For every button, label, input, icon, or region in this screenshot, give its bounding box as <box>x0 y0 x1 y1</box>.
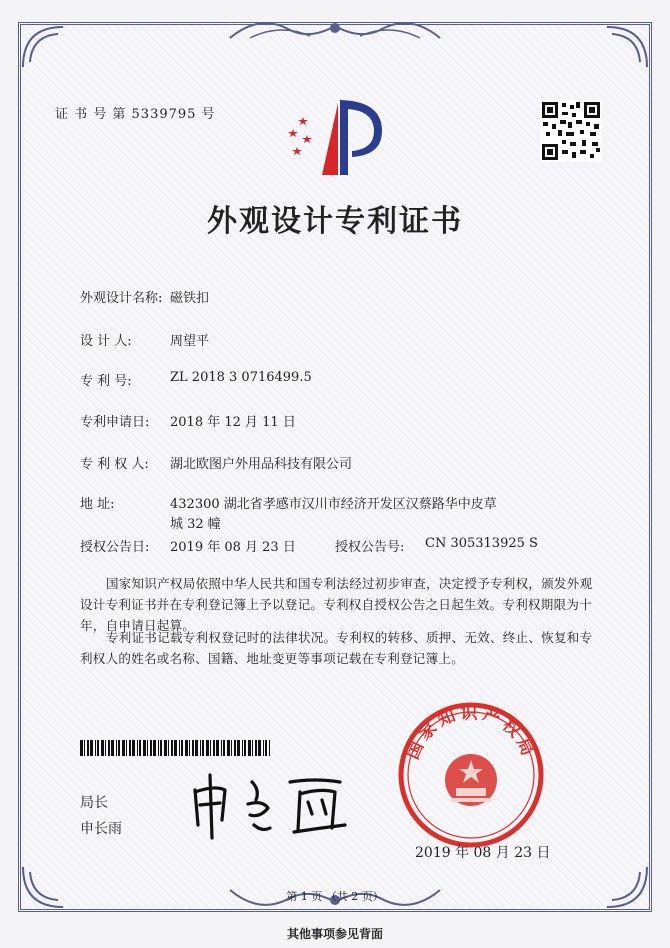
qr-code-icon <box>540 100 602 162</box>
top-ornament <box>220 8 450 48</box>
barcode-bar <box>227 740 230 756</box>
field-label: 授权公告号: <box>335 540 405 555</box>
barcode-bar <box>200 740 201 756</box>
barcode-bar <box>158 740 159 756</box>
field-label: 地 址: <box>80 497 115 512</box>
field-value: 磁铁扣 <box>170 291 210 306</box>
barcode-bar <box>137 740 138 756</box>
barcode-bar <box>216 740 219 756</box>
barcode-bar <box>171 740 173 756</box>
field-value: 2018 年 12 月 11 日 <box>170 415 296 430</box>
barcode-bar <box>118 740 120 756</box>
barcode-bar <box>168 740 169 756</box>
field-value: 周望平 <box>170 334 210 349</box>
field-address-line2 <box>0 513 670 533</box>
field-designer <box>0 330 670 350</box>
statement-paragraph-2: 专利证书记载专利权登记时的法律状况。专利权的转移、质押、无效、终止、恢复和专利权人的姓名或名称、国籍、地址变更等事项记载在专利登记簿上。 <box>80 630 593 666</box>
field-label: 授权公告日: <box>80 540 150 555</box>
field-design-name <box>0 287 670 307</box>
barcode-bar <box>202 740 204 756</box>
barcode-bar <box>269 740 270 756</box>
field-value: 城 32 幢 <box>170 517 221 532</box>
field-value: CN 305313925 S <box>425 536 538 551</box>
statement-paragraph-1: 国家知识产权局依照中华人民共和国专利法经过初步审查，决定授予专利权，颁发外观设计专利证书并在专利登记簿上予以登记。专利权自授权公告之日起生效。专利权期限为十年，自申请日起算。 <box>80 576 593 633</box>
barcode-bar <box>213 740 215 756</box>
barcode-bar <box>87 740 89 756</box>
corner-ornament <box>602 862 652 912</box>
barcode-bar <box>237 740 240 756</box>
field-application-date <box>0 411 670 431</box>
seal-text: 国家知识产权局 <box>402 703 540 763</box>
barcode-bar <box>192 740 194 756</box>
field-grant <box>0 536 670 556</box>
barcode-bar <box>181 740 183 756</box>
field-label: 专 利 号: <box>80 374 132 389</box>
field-patentee <box>0 453 670 473</box>
seal-date: 2019 年 08 月 23 日 <box>415 845 551 861</box>
barcode-bar <box>234 740 236 756</box>
barcode-bar <box>150 740 152 756</box>
barcode-bar <box>195 740 198 756</box>
footer-note: 其他事项参见背面 <box>286 927 383 941</box>
barcode-bar <box>242 740 243 756</box>
barcode-bar <box>174 740 177 756</box>
barcode-bar <box>255 740 257 756</box>
barcode-bar <box>147 740 148 756</box>
certificate-number: 证 书 号 第 5339795 号 <box>55 107 216 122</box>
field-label: 外观设计名称: <box>80 291 163 306</box>
barcode-bar <box>258 740 261 756</box>
barcode-bar <box>108 740 110 756</box>
director-signature <box>190 770 370 840</box>
field-value: 湖北欧图户外用品科技有限公司 <box>170 457 353 472</box>
field-patent-number <box>0 370 670 390</box>
official-seal <box>396 700 546 850</box>
barcode-bar <box>80 740 83 756</box>
barcode-bar <box>116 740 117 756</box>
barcode-bar <box>179 740 180 756</box>
barcode-bar <box>223 740 225 756</box>
barcode-bar <box>143 740 146 756</box>
barcode-bar <box>101 740 104 756</box>
barcode-bar <box>111 740 114 756</box>
field-address <box>0 493 670 513</box>
barcode-bar <box>210 740 211 756</box>
barcode-icon <box>80 740 270 756</box>
barcode-bar <box>90 740 93 756</box>
barcode-bar <box>97 740 99 756</box>
corner-ornament <box>602 22 652 72</box>
barcode-bar <box>105 740 106 756</box>
barcode-bar <box>263 740 264 756</box>
field-label: 专 利 权 人: <box>80 457 149 472</box>
barcode-bar <box>129 740 131 756</box>
barcode-bar <box>126 740 127 756</box>
director-title: 局长 <box>80 795 108 811</box>
barcode-bar <box>153 740 156 756</box>
barcode-bar <box>206 740 209 756</box>
field-value: ZL 2018 3 0716499.5 <box>170 370 312 385</box>
field-value: 432300 湖北省孝感市汉川市经济开发区汉蔡路华中皮草 <box>170 497 497 512</box>
barcode-bar <box>185 740 188 756</box>
barcode-bar <box>189 740 190 756</box>
barcode-bar <box>132 740 135 756</box>
corner-ornament <box>18 22 68 72</box>
corner-ornament <box>18 862 68 912</box>
svg-text:国家知识产权局 <box>403 703 539 762</box>
page-number: 第 1 页 （共 2 页） <box>286 890 384 903</box>
barcode-bar <box>248 740 251 756</box>
barcode-bar <box>252 740 253 756</box>
field-value: 2019 年 08 月 23 日 <box>170 540 296 555</box>
barcode-bar <box>95 740 96 756</box>
field-label: 专利申请日: <box>80 415 150 430</box>
patent-logo-icon <box>282 95 392 180</box>
barcode-bar <box>231 740 232 756</box>
field-label: 设 计 人: <box>80 334 132 349</box>
document-title: 外观设计专利证书 <box>207 204 463 239</box>
barcode-bar <box>265 740 267 756</box>
barcode-bar <box>244 740 246 756</box>
barcode-bar <box>122 740 125 756</box>
barcode-bar <box>221 740 222 756</box>
director-name: 申长雨 <box>80 821 122 837</box>
barcode-bar <box>160 740 162 756</box>
barcode-bar <box>164 740 167 756</box>
barcode-bar <box>139 740 141 756</box>
barcode-bar <box>84 740 85 756</box>
